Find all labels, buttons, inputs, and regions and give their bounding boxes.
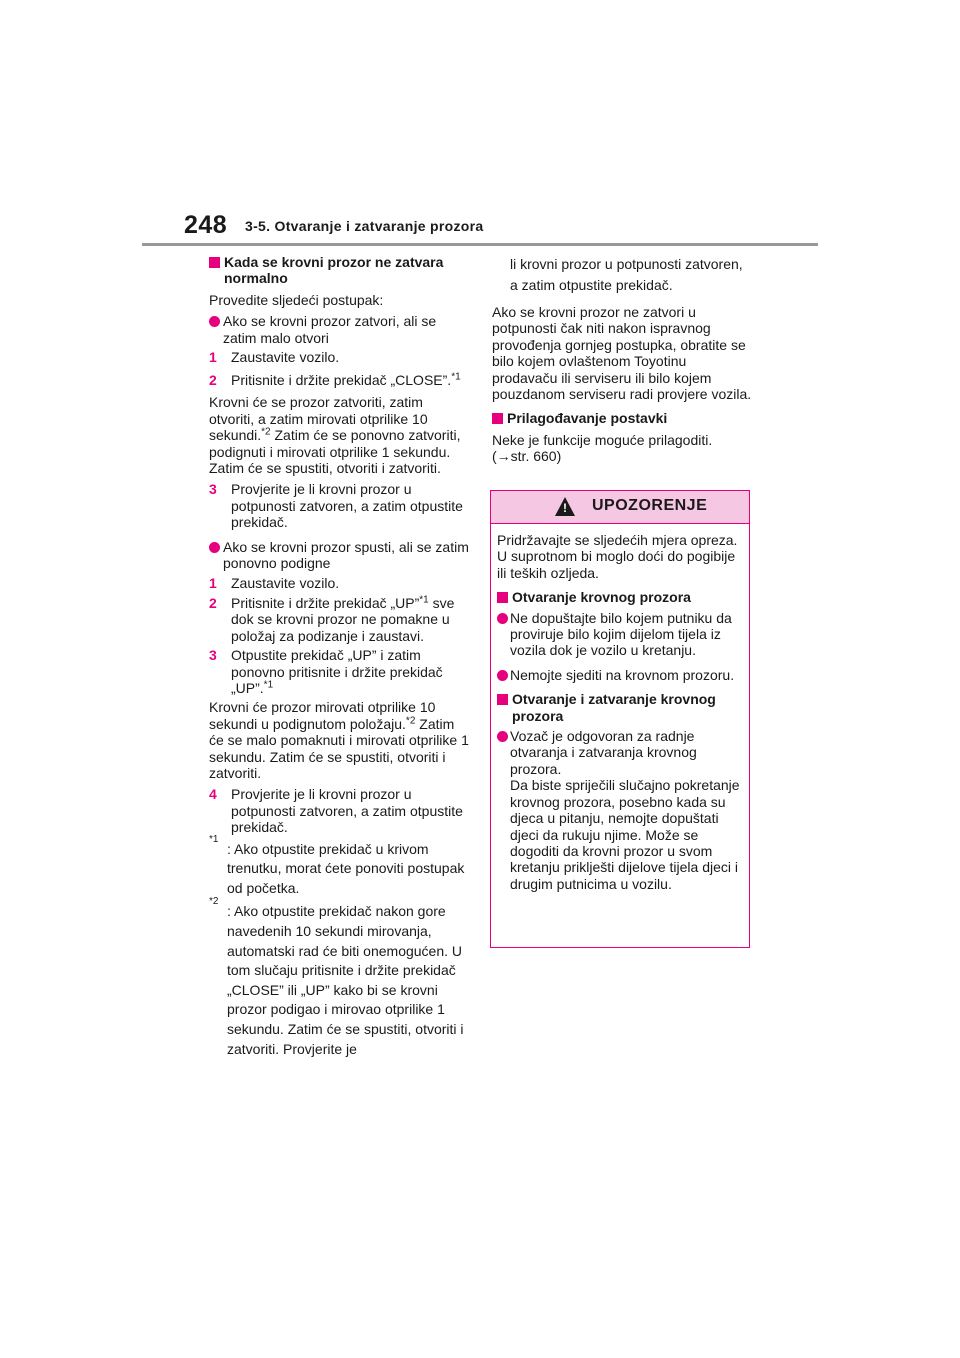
step-item: 3 Provjerite je li krovni prozor u potpunosti zatvoren, a zatim otpustite prekidač. bbox=[209, 481, 463, 531]
warning-bullet: Vozač je odgovoran za radnje otvaranja i zatvaranja krovnog prozora. Da biste spriječili slučajno pokretanje krovnog prozora, posebno kada su djeca u pitanju, nemojte dopuštati djeci da rukuju njime. Može se dogoditi da krovni prozor u svom kretanju priklješti dijelove tijela djeci i drugim putnicima u vozilu. bbox=[497, 728, 744, 892]
step-item: 1 Zaustavite vozilo. bbox=[209, 349, 340, 366]
footnote-ref: *2 bbox=[261, 426, 271, 438]
header-rule bbox=[142, 243, 818, 246]
step-item: 2 Pritisnite i držite prekidač „UP”$^{*1}$ sve dok se krovni prozor ne pomakne u položaj za podizanje i zaustavi. bbox=[209, 594, 455, 644]
step-number: 2 bbox=[209, 594, 217, 611]
bullet-item: Ako se krovni prozor zatvori, ali se zatim malo otvori bbox=[209, 313, 471, 346]
warning-bullet: Ne dopuštajte bilo kojem putniku da proviruje bilo kojim dijelom tijela iz vozila dok je vozilo u kretanju. bbox=[497, 610, 744, 659]
body-paragraph: Krovni će se prozor zatvoriti, zatim otvoriti, a zatim mirovati otprilike 10 sekundi.$^{*2}$ Zatim će se ponovno zatvoriti, podignuti i mirovati otprilike 1 sekundu. Zatim će se spustiti, otvoriti i zatvoriti. bbox=[209, 394, 461, 477]
footnote: *2 : Ako otpustite prekidač nakon gore navedenih 10 sekundi mirovanja, automatski rad će biti onemogućen. U tom slučaju pritisnite i držite prekidač „CLOSE” ili „UP” kako bi se krovni prozor podigao i mirovao otprilike 1 sekundu. Zatim će se spustiti, otvoriti i zatvoriti. Provjerite je bbox=[209, 896, 464, 1057]
circle-bullet-icon bbox=[209, 316, 220, 327]
right-column bbox=[492, 254, 752, 470]
footnote-ref: *1 bbox=[419, 594, 429, 606]
section-title: 3-5. Otvaranje i zatvaranje prozora bbox=[245, 218, 484, 234]
step-item: 4 Provjerite je li krovni prozor u potpunosti zatvoren, a zatim otpustite prekidač. bbox=[209, 786, 463, 836]
section-heading: Prilagođavanje postavki bbox=[492, 410, 752, 426]
circle-bullet-icon bbox=[497, 731, 508, 742]
footnote-ref: *1 bbox=[451, 371, 461, 383]
circle-bullet-icon bbox=[497, 613, 508, 624]
footnote-ref: *2 bbox=[405, 715, 416, 727]
step-number: 3 bbox=[209, 647, 217, 664]
square-bullet-icon bbox=[209, 257, 220, 268]
square-bullet-icon bbox=[497, 592, 508, 603]
step-number: 1 bbox=[209, 349, 217, 366]
warning-body bbox=[491, 524, 749, 892]
circle-bullet-icon bbox=[209, 542, 220, 553]
square-bullet-icon bbox=[492, 413, 503, 424]
step-number: 4 bbox=[209, 786, 217, 803]
step-number: 3 bbox=[209, 481, 217, 498]
warning-heading: Otvaranje i zatvaranje krovnog prozora bbox=[497, 691, 744, 724]
step-item: 2 Pritisnite i držite prekidač „CLOSE”.$^{*1}$ bbox=[209, 369, 471, 391]
square-bullet-icon bbox=[497, 694, 508, 705]
step-number: 2 bbox=[209, 372, 217, 389]
footnote-ref: *1 bbox=[263, 679, 274, 691]
circle-bullet-icon bbox=[497, 670, 508, 681]
body-paragraph: Neke je funkcije moguće prilagoditi. (→str. 660) bbox=[492, 431, 713, 465]
step-number: 1 bbox=[209, 574, 217, 591]
warning-title: UPOZORENJE bbox=[592, 497, 708, 514]
section-heading: Kada se krovni prozor ne zatvara normalno bbox=[209, 254, 471, 287]
intro-text: Provedite sljedeći postupak: bbox=[209, 291, 384, 308]
body-paragraph: Ako se krovni prozor ne zatvori u potpunosti čak niti nakon ispravnog provođenja gornjeg postupka, obratite se bilo kojem ovlaštenom Toyotinu prodavaču ili serviseru ili bilo kojem pouzdanom serviseru radi provjere vozila. bbox=[492, 304, 752, 403]
exclamation-icon: ! bbox=[563, 501, 567, 515]
step-item: 1 Zaustavite vozilo. bbox=[209, 574, 340, 591]
footnote: *1 : Ako otpustite prekidač u krivom trenutku, morat ćete ponoviti postupak od početka. bbox=[209, 833, 465, 896]
left-column bbox=[209, 254, 471, 1063]
continued-text: li krovni prozor u potpunosti zatvoren, a zatim otpustite prekidač. bbox=[510, 256, 743, 293]
warning-box bbox=[490, 490, 750, 948]
step-item: 3 Otpustite prekidač „UP” i zatim ponovno pritisnite i držite prekidač „UP”.$^{*1}$ bbox=[209, 647, 443, 696]
warning-intro: Pridržavajte se sljedećih mjera opreza. U suprotnom bi moglo doći do pogibije ili teških ozljeda. bbox=[497, 532, 738, 581]
page-number: 248 bbox=[184, 211, 228, 239]
warning-heading: Otvaranje krovnog prozora bbox=[497, 589, 744, 605]
warning-bullet: Nemojte sjediti na krovnom prozoru. bbox=[497, 667, 744, 683]
warning-header bbox=[491, 491, 749, 524]
body-paragraph: Krovni će prozor mirovati otprilike 10 sekundi u podignutom položaju.$^{*2}$ Zatim će se malo pomaknuti i mirovati otprilike 1 sekundu. Zatim će se spustiti, otvoriti i zatvoriti. bbox=[209, 699, 469, 781]
bullet-item: Ako se krovni prozor spusti, ali se zatim ponovno podigne bbox=[209, 539, 471, 572]
